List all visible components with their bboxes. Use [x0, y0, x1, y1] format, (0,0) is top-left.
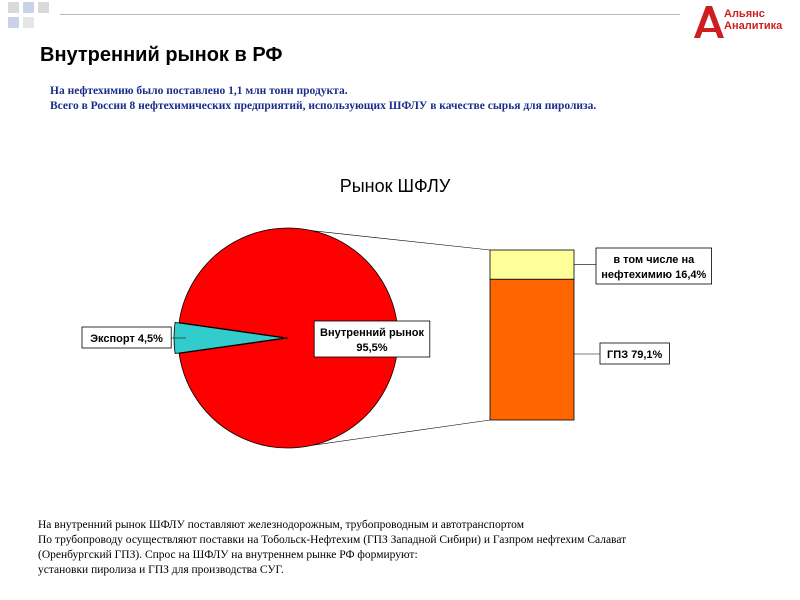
bar-label-petrochem: в том числе на	[613, 254, 695, 266]
decor-square	[8, 2, 19, 13]
intro-text	[50, 84, 596, 114]
pie-label-export: Экспорт 4,5%	[90, 333, 163, 345]
footer-line: На внутренний рынок ШФЛУ поставляют железнодорожным, трубопроводным и автотранспортом	[38, 519, 524, 531]
logo-mark-icon	[694, 6, 724, 38]
chart-title: Рынок ШФЛУ	[339, 176, 451, 196]
decor-square	[38, 2, 49, 13]
logo-line1: Альянс	[724, 8, 765, 20]
footer-text	[38, 518, 626, 578]
decor-square	[23, 2, 34, 13]
page-title: Внутренний рынок в РФ	[40, 44, 283, 66]
bar-label-petrochem: нефтехимию 16,4%	[601, 269, 707, 281]
footer-line: (Оренбургский ГПЗ). Спрос на ШФЛУ на внутреннем рынке РФ формируют:	[38, 549, 418, 561]
intro-line: Всего в России 8 нефтехимических предприятий, использующих ШФЛУ в качестве сырья для пиролиза.	[50, 100, 597, 112]
bar-segment-petrochem	[490, 250, 574, 279]
header-divider	[60, 14, 680, 15]
bar-segment-gpz	[490, 279, 574, 420]
logo-line2: Аналитика	[724, 20, 783, 32]
intro-line: На нефтехимию было поставлено 1,1 млн тонн продукта.	[50, 85, 348, 97]
logo-text	[724, 8, 782, 32]
bar-label-gpz: ГПЗ 79,1%	[607, 349, 663, 361]
decor-squares	[0, 0, 80, 40]
decor-square	[23, 17, 34, 28]
footer-line: установки пиролиза и ГПЗ для производства СУГ.	[38, 564, 284, 576]
pie-label-domestic: Внутренний рынок	[320, 327, 424, 339]
pie-label-domestic: 95,5%	[356, 342, 388, 354]
pie-chart	[0, 160, 800, 460]
footer-line: По трубопроводу осуществляют поставки на Тобольск-Нефтехим (ГПЗ Западной Сибири) и Газпром нефтехим Салават	[38, 534, 627, 546]
decor-square	[8, 17, 19, 28]
